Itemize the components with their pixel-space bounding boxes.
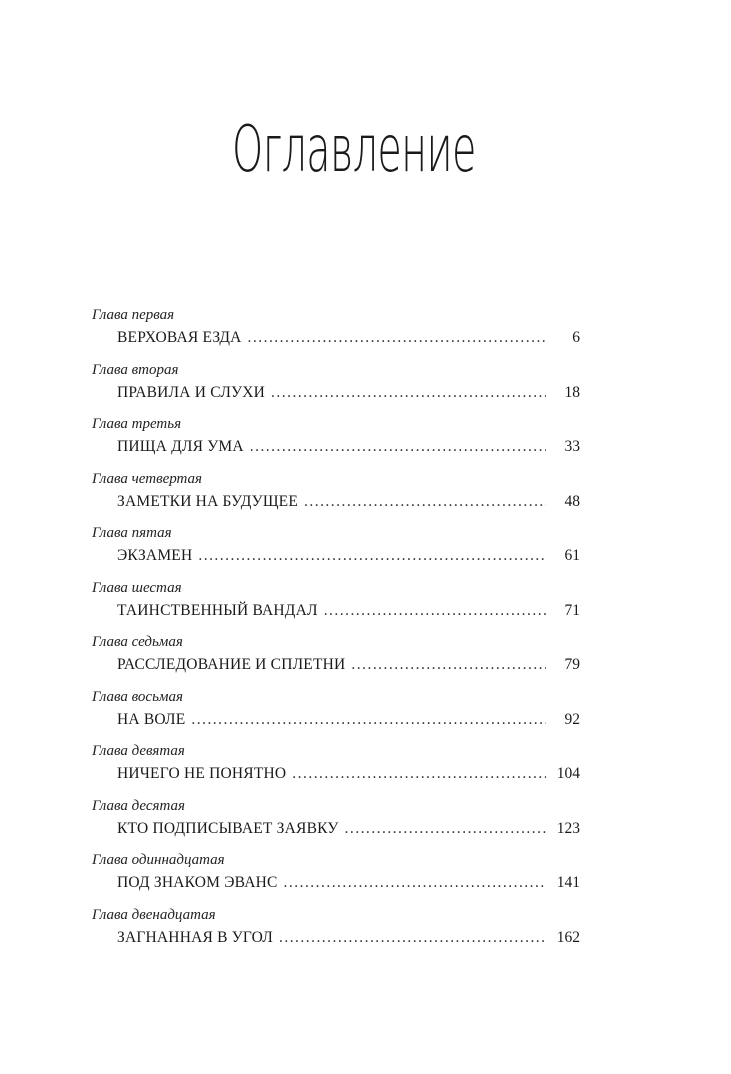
page-number: 33 <box>564 438 580 455</box>
toc-entry[interactable] <box>92 469 580 524</box>
dot-leader <box>198 546 546 566</box>
page-title: Оглавление <box>232 113 476 187</box>
page-number: 18 <box>564 383 580 401</box>
dot-leader <box>284 873 546 893</box>
chapter-number: Глава пятая <box>92 525 172 541</box>
chapter-number: Глава первая <box>92 307 175 323</box>
toc-entry[interactable] <box>92 850 580 905</box>
dot-leader <box>279 928 546 948</box>
chapter-line <box>117 437 580 457</box>
chapter-title: ВЕРХОВАЯ ЕЗДА <box>117 329 242 346</box>
chapter-line <box>117 601 580 621</box>
page-number: 48 <box>564 492 580 510</box>
chapter-line <box>117 710 580 730</box>
chapter-number: Глава восьмая <box>92 688 183 705</box>
chapter-title: ЗАГНАННАЯ В УГОЛ <box>117 928 273 946</box>
page-number: 162 <box>556 928 580 946</box>
chapter-title: ЭКЗАМЕН <box>117 547 193 564</box>
chapter-title: ТАИНСТВЕННЫЙ ВАНДАЛ <box>117 601 318 619</box>
chapter-number: Глава десятая <box>92 797 185 814</box>
dot-leader <box>271 383 546 403</box>
toc-entry[interactable] <box>92 578 580 633</box>
chapter-number: Глава седьмая <box>92 634 183 650</box>
dot-leader <box>292 764 546 784</box>
toc-entry[interactable] <box>92 687 580 742</box>
toc-entry[interactable] <box>92 796 580 851</box>
page-number: 123 <box>556 819 580 837</box>
chapter-number: Глава двенадцатая <box>92 906 216 923</box>
chapter-line <box>117 492 580 512</box>
chapter-title: КТО ПОДПИСЫВАЕТ ЗАЯВКУ <box>117 819 339 837</box>
chapter-line <box>117 819 580 839</box>
page-number: 71 <box>564 601 580 619</box>
table-of-contents <box>92 305 580 959</box>
chapter-title: ЗАМЕТКИ НА БУДУЩЕЕ <box>117 492 299 510</box>
chapter-line <box>117 546 580 566</box>
chapter-number: Глава вторая <box>92 361 179 378</box>
chapter-number: Глава одиннадцатая <box>92 852 225 868</box>
chapter-title: НИЧЕГО НЕ ПОНЯТНО <box>117 765 287 782</box>
chapter-line <box>117 655 580 675</box>
dot-leader <box>248 328 546 348</box>
toc-entry[interactable] <box>92 632 580 687</box>
toc-entry[interactable] <box>92 741 580 796</box>
chapter-line <box>117 928 580 948</box>
dot-leader <box>351 655 546 675</box>
chapter-line <box>117 873 580 893</box>
chapter-line <box>117 764 580 784</box>
chapter-line <box>117 383 580 403</box>
page-number: 104 <box>556 765 580 782</box>
page-number: 6 <box>572 329 580 346</box>
toc-entry[interactable] <box>92 360 580 415</box>
chapter-line <box>117 328 580 348</box>
page-number: 61 <box>564 547 580 564</box>
chapter-number: Глава третья <box>92 416 182 432</box>
toc-entry[interactable] <box>92 414 580 469</box>
dot-leader <box>304 492 546 512</box>
chapter-title: РАССЛЕДОВАНИЕ И СПЛЕТНИ <box>117 656 346 673</box>
page-number: 92 <box>564 710 580 728</box>
chapter-title: ПРАВИЛА И СЛУХИ <box>117 383 266 401</box>
chapter-number: Глава девятая <box>92 743 185 759</box>
toc-entry[interactable] <box>92 905 580 960</box>
chapter-title: ПОД ЗНАКОМ ЭВАНС <box>117 874 278 891</box>
chapter-title: ПИЩА ДЛЯ УМА <box>117 438 244 455</box>
page-number: 141 <box>556 874 580 891</box>
chapter-number: Глава четвертая <box>92 470 203 487</box>
toc-entry[interactable] <box>92 305 580 360</box>
chapter-number: Глава шестая <box>92 579 182 596</box>
page-number: 79 <box>564 656 580 673</box>
dot-leader <box>250 437 546 457</box>
dot-leader <box>191 710 546 730</box>
toc-entry[interactable] <box>92 523 580 578</box>
chapter-title: НА ВОЛЕ <box>117 710 186 728</box>
dot-leader <box>324 601 546 621</box>
dot-leader <box>345 819 546 839</box>
